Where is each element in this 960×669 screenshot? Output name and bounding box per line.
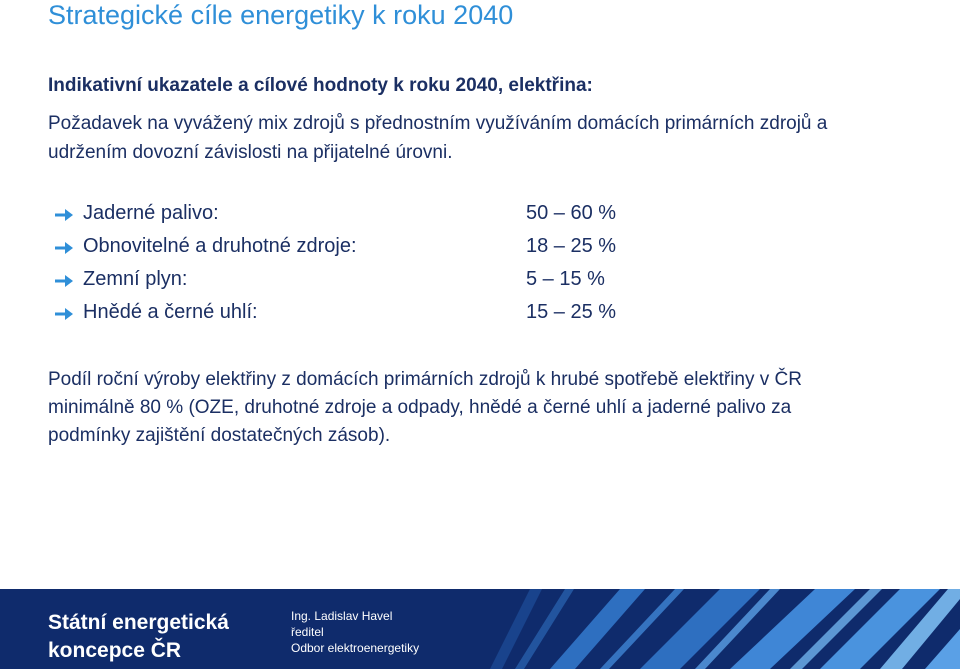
target-value: 15 – 25 % — [526, 301, 617, 323]
footer-title-line: Státní energetická — [48, 611, 229, 634]
target-label: Hnědé a černé uhlí: — [83, 301, 258, 323]
footer-title-line: koncepce ČR — [48, 639, 182, 662]
target-label: Jaderné palivo: — [83, 202, 219, 224]
target-list — [54, 200, 674, 332]
target-label: Obnovitelné a druhotné zdroje: — [83, 235, 357, 257]
slide-title: Strategické cíle energetiky k roku 2040 — [48, 0, 514, 30]
decorative-stripes — [470, 589, 960, 669]
arrow-right-icon — [54, 207, 74, 223]
target-item-nuclear — [54, 200, 674, 233]
footer-title — [48, 609, 229, 665]
target-value: 50 – 60 % — [526, 202, 617, 224]
arrow-right-icon — [54, 273, 74, 289]
footer-author-info — [291, 608, 419, 656]
target-item-gas — [54, 266, 674, 299]
share-line: Podíl roční výroby elektřiny z domácích primárních zdrojů k hrubé spotřebě elektřiny v ČR — [48, 369, 802, 390]
target-value: 5 – 15 % — [526, 268, 605, 290]
author-name: Ing. Ladislav Havel — [291, 609, 393, 623]
author-role: ředitel — [291, 625, 324, 639]
share-line: minimálně 80 % (OZE, druhotné zdroje a odpady, hnědé a černé uhlí a jaderné palivo za — [48, 397, 792, 418]
author-department: Odbor elektroenergetiky — [291, 641, 420, 655]
arrow-right-icon — [54, 240, 74, 256]
share-line: podmínky zajištění dostatečných zásob). — [48, 425, 391, 446]
intro-line: udržením dovozní závislosti na přijatelné úrovni. — [48, 142, 453, 163]
target-value: 18 – 25 % — [526, 235, 617, 257]
intro-paragraph — [48, 109, 948, 167]
arrow-right-icon — [54, 306, 74, 322]
footer-bar — [0, 589, 960, 669]
section-subheading: Indikativní ukazatele a cílové hodnoty k roku 2040, elektřina: — [48, 75, 593, 96]
target-item-renewables — [54, 233, 674, 266]
target-label: Zemní plyn: — [83, 268, 188, 290]
domestic-share-paragraph — [48, 366, 948, 450]
target-item-coal — [54, 299, 674, 332]
intro-line: Požadavek na vyvážený mix zdrojů s přednostním využíváním domácích primárních zdrojů a — [48, 113, 828, 134]
